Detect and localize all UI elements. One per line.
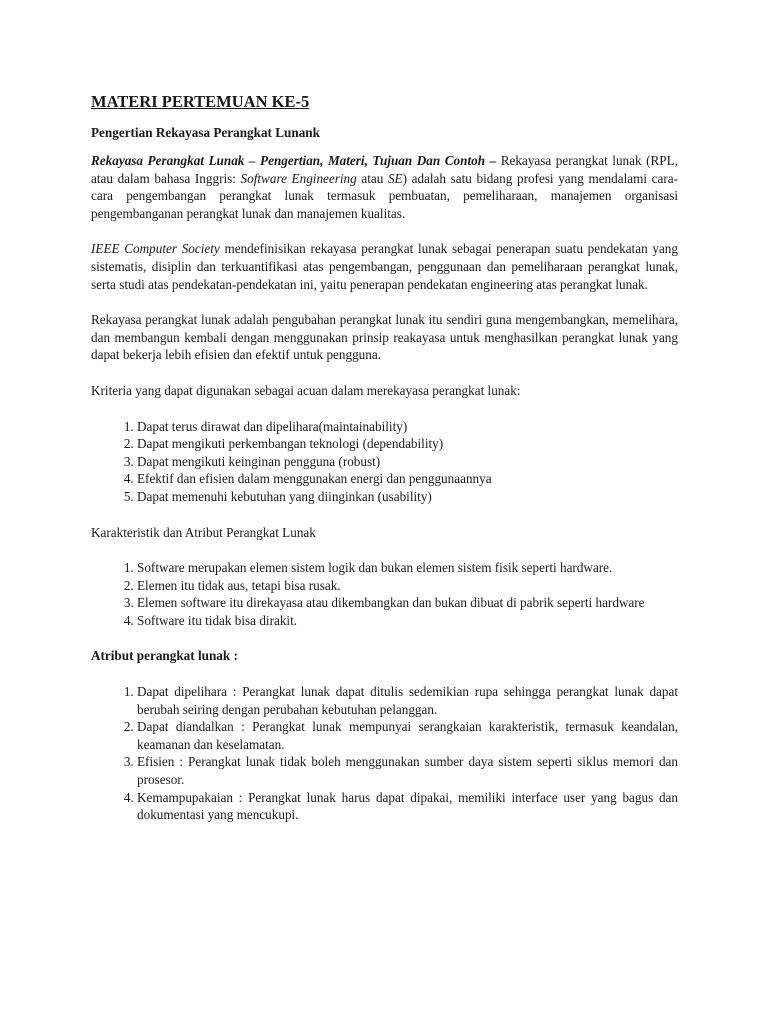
list-item: 5. Dapat memenuhi kebutuhan yang diinginkan (usability) <box>137 488 678 506</box>
criteria-heading: Kriteria yang dapat digunakan sebagai acuan dalam merekayasa perangkat lunak: <box>91 382 521 398</box>
intro-text-a: Rekayasa perangkat lunak (RPL, atau dalam bahasa Inggris: <box>91 153 678 186</box>
criteria-list <box>91 418 678 506</box>
list-item: 4. Efektif dan efisien dalam menggunakan energi dan penggunaannya <box>137 470 678 488</box>
list-item: 3. Dapat mengikuti keinginan pengguna (robust) <box>137 453 678 471</box>
list-item: 2. Dapat diandalkan : Perangkat lunak mempunyai serangkaian karakteristik, termasuk keandalan, keamanan dan keselamatan. <box>137 718 678 753</box>
list-item: 2. Dapat mengikuti perkembangan teknologi (dependability) <box>137 435 678 453</box>
list-item: 2. Elemen itu tidak aus, tetapi bisa rusak. <box>137 577 678 595</box>
intro-paragraph <box>91 152 678 222</box>
intro-text-c: ) adalah satu bidang profesi yang mendalami cara-cara pengembangan perangkat lunak termasuk pembuatan, pemeliharaan, manajemen organisasi pengembanganan perangkat lunak dan manajemen kualitas. <box>91 170 678 221</box>
intro-text-b: atau <box>356 170 388 186</box>
ieee-text: mendefinisikan rekayasa perangkat lunak sebagai penerapan suatu pendekatan yang sistematis, disiplin dan terkuantifikasi atas pengembangan, penggunaan dan pemeliharaan perangkat lunak, serta studi atas pendekatan-pendekatan ini, yaitu penerapan pendekatan engineering atas perangkat lunak. <box>91 241 678 292</box>
intro-italic-term: Software Engineering <box>240 170 357 186</box>
intro-lead: Rekayasa Perangkat Lunak – Pengertian, Materi, Tujuan Dan Contoh – <box>91 153 497 168</box>
attributes-list <box>91 683 678 824</box>
attributes-heading: Atribut perangkat lunak : <box>91 648 238 664</box>
document-title: MATERI PERTEMUAN KE-5 <box>91 92 310 111</box>
list-item: 4. Software itu tidak bisa dirakit. <box>137 612 678 630</box>
list-item: 4. Kemampupakaian : Perangkat lunak harus dapat dipakai, memiliki interface user yang bagus dan dokumentasi yang mencukupi. <box>137 789 678 824</box>
characteristics-heading: Karakteristik dan Atribut Perangkat Lunak <box>91 524 316 540</box>
list-item: 1. Dapat dipelihara : Perangkat lunak dapat ditulis sedemikian rupa sehingga perangkat lunak dapat berubah seiring dengan perubahan kebutuhan pelanggan. <box>137 683 678 718</box>
list-item: 1. Software merupakan elemen sistem logik dan bukan elemen sistem fisik seperti hardware. <box>137 559 678 577</box>
list-item: 1. Dapat terus dirawat dan dipelihara(maintainability) <box>137 418 678 436</box>
ieee-paragraph <box>91 240 678 293</box>
section-subtitle: Pengertian Rekayasa Perangkat Lunank <box>91 125 320 140</box>
ieee-lead: IEEE Computer Society <box>91 241 220 257</box>
definition-paragraph: Rekayasa perangkat lunak adalah pengubahan perangkat lunak itu sendiri guna mengembangkan, memelihara, dan membangun kembali dengan menggunakan prinsip reakayasa untuk menghasilkan perangkat lunak yang dapat bekerja lebih efisien dan efektif untuk pengguna. <box>91 312 678 363</box>
characteristics-list <box>91 559 678 629</box>
list-item: 3. Efisien : Perangkat lunak tidak boleh menggunakan sumber daya sistem seperti siklus memori dan prosesor. <box>137 753 678 788</box>
intro-italic-abbrev: SE <box>387 170 403 186</box>
list-item: 3. Elemen software itu direkayasa atau dikembangkan dan bukan dibuat di pabrik seperti hardware <box>137 594 678 612</box>
